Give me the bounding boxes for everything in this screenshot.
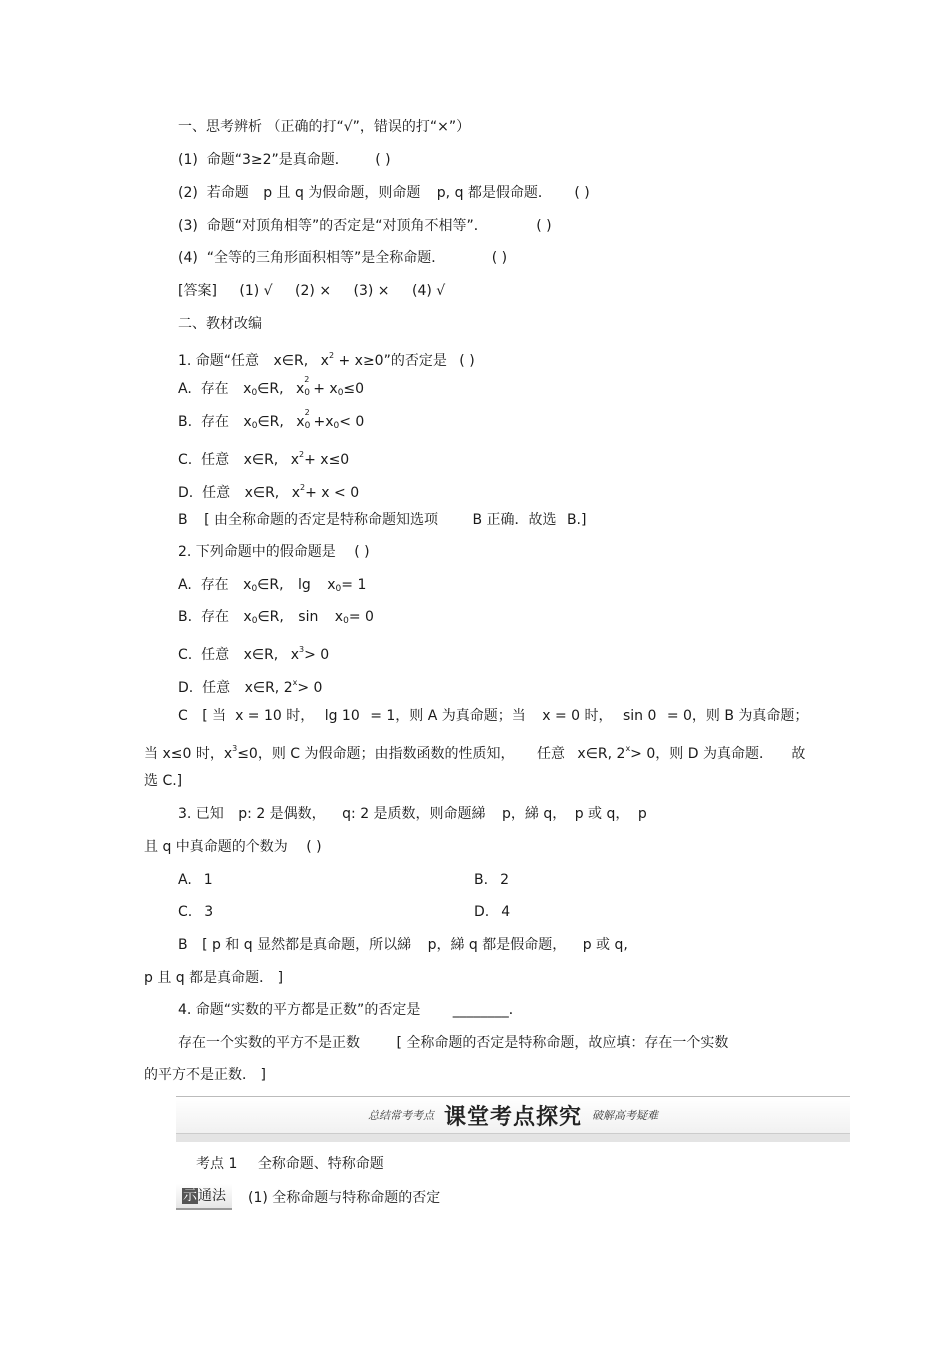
q3-stem-line-2: 且 q 中真命题的个数为 ( ): [144, 839, 322, 855]
q4-stem: 4. 命题“实数的平方都是正数”的否定是 ________．: [178, 1002, 523, 1018]
q2-option-c: C. 任意 x∈R, $x^3> 0$: [178, 645, 330, 663]
banner-title: 课堂考点探究: [443, 1103, 582, 1130]
q3-stem-line-1: 3. 已知 p: 2 是偶数， q: 2 是质数，则命题綈 p，綈 q， p 或 q， p: [178, 806, 647, 822]
q1-option-c: C. 任意 x∈R, $x^2+ x\le 0$: [178, 450, 350, 468]
q2-stem: 2. 下列命题中的假命题是 ( ): [178, 544, 370, 560]
banner-left-text: 总结常考考点: [367, 1109, 434, 1122]
judge-item-4: (4) “全等的三角形面积相等”是全称命题． ( ): [178, 250, 508, 266]
q3-option-d: D. 4: [474, 904, 511, 920]
q1-option-b: B. 存在 $x_0\in R$, x 2 0 $+x_0< 0$: [178, 408, 365, 431]
q2-option-d: D. 任意 x∈R, $2^x> 0$: [178, 678, 323, 696]
q1-option-a: A. 存在 $x_0\in R$, x 2 0 + $x_0\le 0$: [178, 375, 365, 398]
q2-option-a: A. 存在 $x_0\in R$, $\lg x_0= 1$: [178, 577, 367, 594]
q2-answer-line-1: C [ 当 x = 10 时， lg 10 = 1，则 A 为真命题；当 x = 0 时， sin 0 = 0，则 B 为真命题；: [178, 708, 809, 724]
q2-answer-line-3: 选 C.]: [144, 773, 183, 789]
section2-heading: 二、教材改编: [178, 316, 262, 332]
q2-option-b: B. 存在 $x_0\in R$, $\sin x_0= 0$: [178, 609, 374, 626]
kaodian-heading: 考点 1 全称命题、特称命题: [196, 1156, 384, 1172]
q1-option-d: D. 任意 x∈R, $x^2+ x < 0$: [178, 483, 360, 501]
banner-right-text: 破解高考疑难: [592, 1109, 658, 1122]
judge-item-1: (1) 命题“3≥2”是真命题． ( ): [178, 152, 391, 168]
tongfa-badge: 示通法: [176, 1184, 232, 1210]
q1-stem: 1. 命题“任意 x∈R, $x^2 + x\ge 0$”的否定是 ( ): [178, 351, 475, 369]
q2-answer-line-2: 当 x≤0 时，$x^3\le 0$，则 C 为假命题；由指数函数的性质知， 任意 x∈R, $2^x> 0$，则 D 为真命题． 故: [144, 744, 806, 762]
section1-heading: 一、思考辨析 （正确的打“√”，错误的打“×”）: [178, 119, 471, 135]
q3-option-c: C. 3: [178, 904, 214, 920]
judge-item-3: (3) 命题“对顶角相等”的否定是“对顶角不相等”． ( ): [178, 218, 552, 234]
q4-answer-line-1: 存在一个实数的平方不是正数 [ 全称命题的否定是特称命题，故应填：存在一个实数: [178, 1035, 729, 1051]
q3-answer-line-1: B [ p 和 q 显然都是真命题，所以綈 p，綈 q 都是假命题， p 或 q,: [178, 937, 628, 953]
judge-item-2: (2) 若命题 p 且 q 为假命题，则命题 p, q 都是假命题． ( ): [178, 185, 590, 201]
q3-option-b: B. 2: [474, 872, 509, 888]
q3-option-a: A. 1: [178, 872, 213, 888]
banner-bottom-band: [176, 1133, 850, 1142]
tongfa-item-1: (1) 全称命题与特称命题的否定: [248, 1190, 441, 1206]
judge-answers: [答案] (1) √ (2) × (3) × (4) √: [178, 283, 446, 299]
q1-answer: B [ 由全称命题的否定是特称命题知选项 B 正确．故选 B.]: [178, 512, 587, 528]
q3-answer-line-2: p 且 q 都是真命题． ]: [144, 970, 284, 986]
q4-answer-line-2: 的平方不是正数． ]: [144, 1067, 266, 1083]
section-banner: [176, 1096, 850, 1141]
